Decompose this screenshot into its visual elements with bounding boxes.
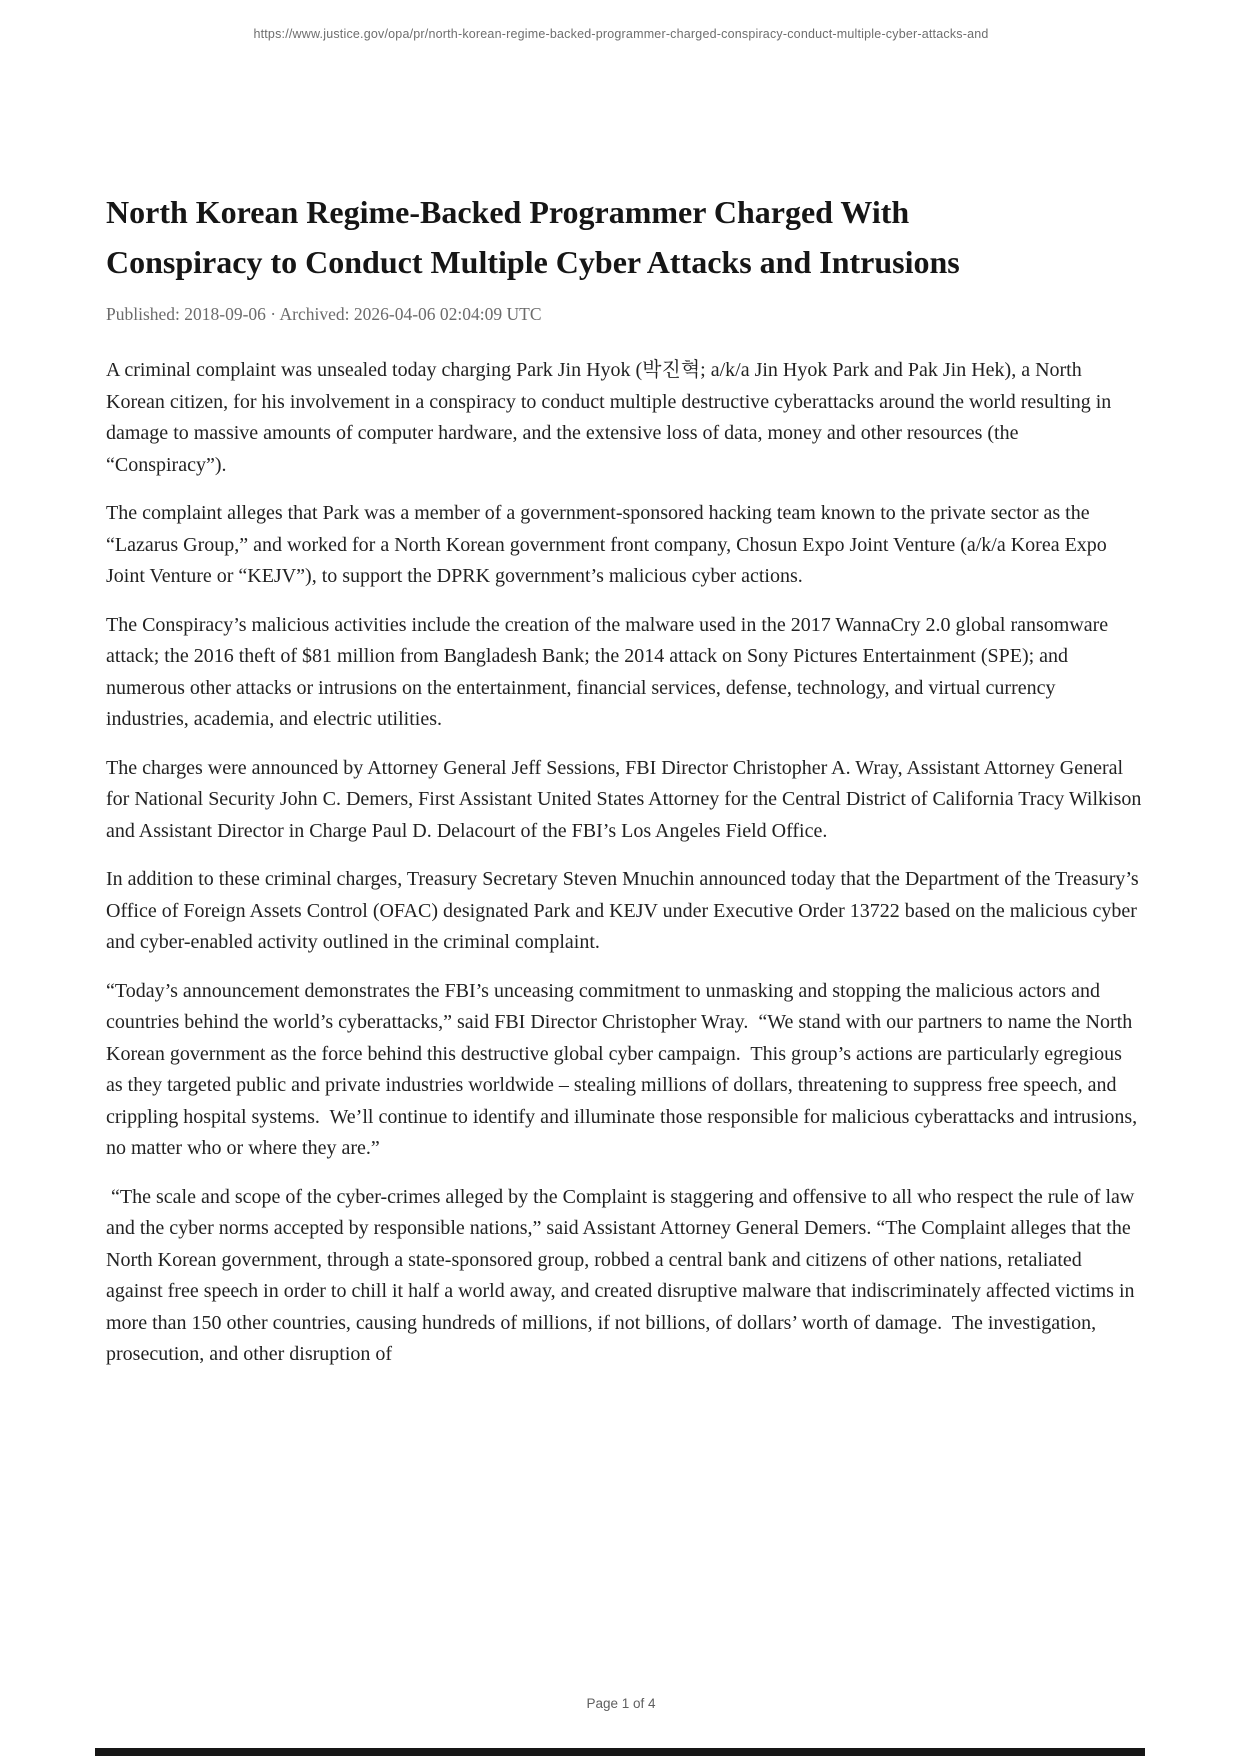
- page-url: [0, 0, 1242, 41]
- paragraph: The Conspiracy’s malicious activities include the creation of the malware used in the 2017 WannaCry 2.0 global ransomware attack; the 2016 theft of $81 million from Bangladesh Bank; the 2014 attack on Sony Pictures Entertainment (SPE); and numerous other attacks or intrusions on the entertainment, financial services, defense, technology, and virtual currency industries, academia, and electric utilities.: [106, 613, 1114, 730]
- paragraph: The charges were announced by Attorney General Jeff Sessions, FBI Director Christopher A. Wray, Assistant Attorney General for National Security John C. Demers, First Assistant United States Attorney for the Central District of California Tracy Wilkison and Assistant Director in Charge Paul D. Delacourt of the FBI’s Los Angeles Field Office.: [106, 756, 1147, 842]
- article-title-line-2: Conspiracy to Conduct Multiple Cyber Attacks and Intrusions: [106, 244, 960, 280]
- article-title-line-1: North Korean Regime-Backed Programmer Charged With: [106, 194, 910, 230]
- page-number-footer: Page 1 of 4: [586, 1696, 656, 1711]
- article-body: [106, 355, 1147, 1371]
- paragraph: “Today’s announcement demonstrates the FBI’s unceasing commitment to unmasking and stopping the malicious actors and countries behind the world’s cyberattacks,” said FBI Director Christopher Wray. “We stand with our partners to name the North Korean government as the force behind this destructive global cyber campaign. This group’s actions are particularly egregious as they targeted public and private industries worldwide – stealing millions of dollars, threatening to suppress free speech, and crippling hospital systems. We’ll continue to identify and illuminate those responsible for malicious cyberattacks and intrusions, no matter who or where they are.”: [106, 979, 1143, 1159]
- article: [106, 187, 1147, 1371]
- paragraph: “The scale and scope of the cyber-crimes alleged by the Complaint is staggering and offensive to all who respect the rule of law and the cyber norms accepted by responsible nations,” said Assistant Attorney General Demers. “The Complaint alleges that the North Korean government, through a state-sponsored group, robbed a central bank and citizens of other nations, retaliated against free speech in order to chill it half a world away, and created disruptive malware that indiscriminately affected victims in more than 150 other countries, causing hundreds of millions, if not billions, of dollars’ worth of damage. The investigation, prosecution, and other disruption of: [106, 1185, 1140, 1365]
- page-break-bar: [95, 1748, 1145, 1756]
- paragraph: In addition to these criminal charges, Treasury Secretary Steven Mnuchin announced today that the Department of the Treasury’s Office of Foreign Assets Control (OFAC) designated Park and KEJV under Executive Order 13722 based on the malicious cyber and cyber-enabled activity outlined in the criminal complaint.: [106, 868, 1144, 953]
- article-title: [106, 187, 1096, 287]
- paragraph: A criminal complaint was unsealed today charging Park Jin Hyok (박진혁; a/k/a Jin Hyok Park and Pak Jin Hek), a North Korean citizen, for his involvement in a conspiracy to conduct multiple destructive cyberattacks around the world resulting in damage to massive amounts of computer hardware, and the extensive loss of data, money and other resources (the “Conspiracy”).: [106, 359, 1117, 476]
- publish-meta: Published: 2018-09-06 · Archived: 2026-04-06 02:04:09 UTC: [106, 304, 542, 324]
- url-text: https://www.justice.gov/opa/pr/north-korean-regime-backed-programmer-charged-conspiracy-conduct-multiple-cyber-attacks-and: [253, 27, 989, 41]
- paragraph: The complaint alleges that Park was a member of a government-sponsored hacking team known to the private sector as the “Lazarus Group,” and worked for a North Korean government front company, Chosun Expo Joint Venture (a/k/a Korea Expo Joint Venture or “KEJV”), to support the DPRK government’s malicious cyber actions.: [106, 502, 1112, 587]
